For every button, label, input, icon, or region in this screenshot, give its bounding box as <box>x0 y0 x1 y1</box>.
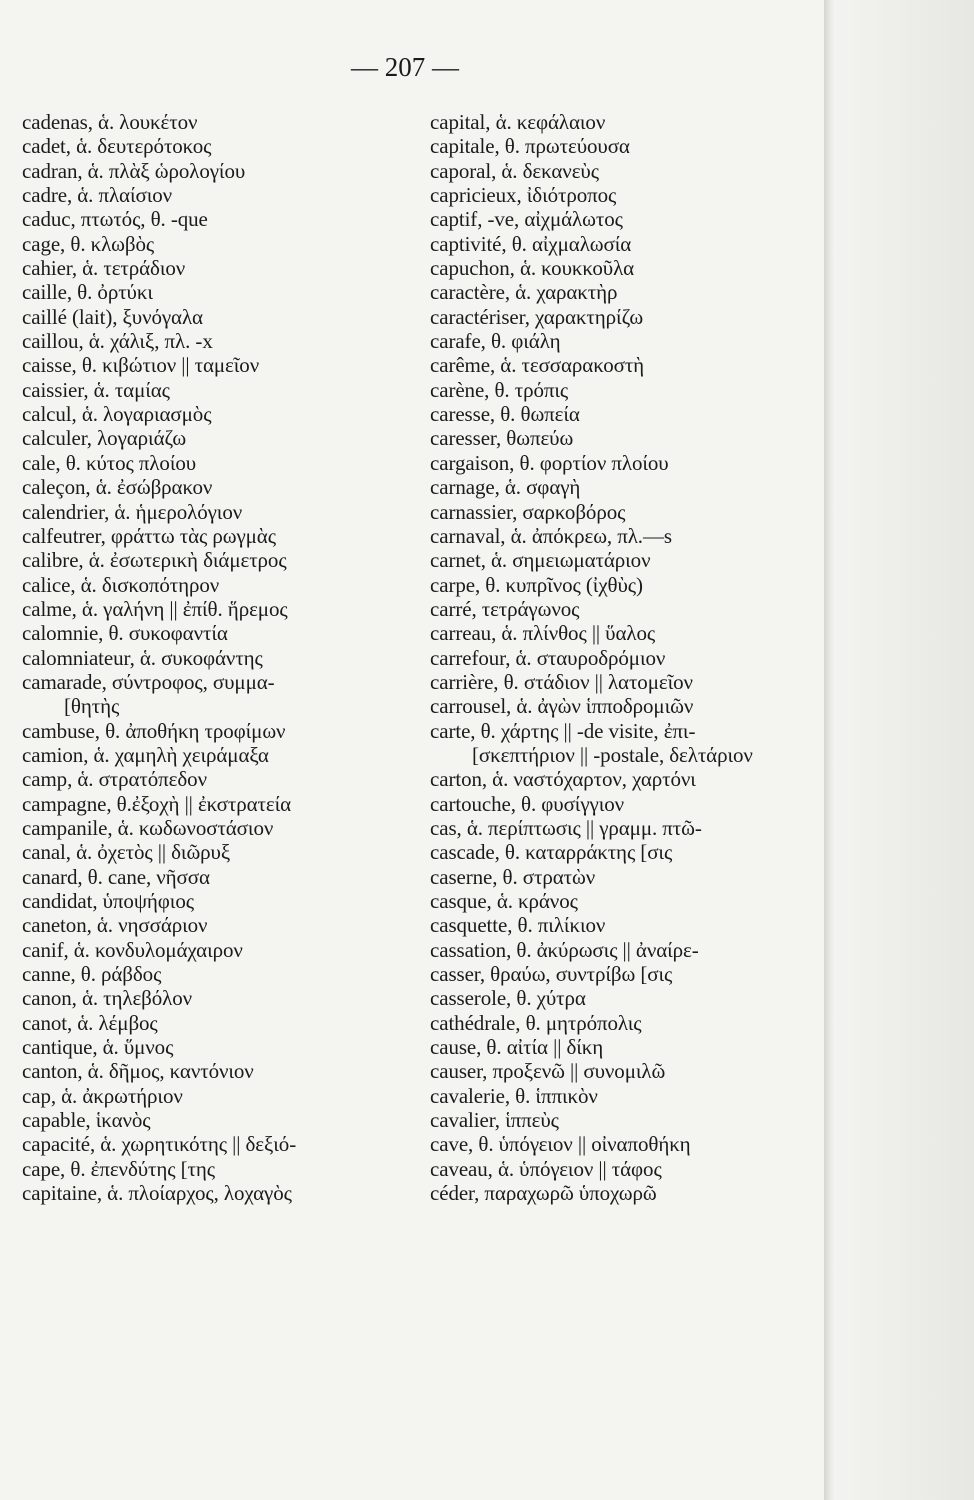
dictionary-entry: carton, ἁ. ναστόχαρτον, χαρτόνι <box>430 767 696 792</box>
dictionary-entry: cascade, θ. καταρράκτης [σις <box>430 840 673 865</box>
dictionary-entry: cartouche, θ. φυσίγγιον <box>430 791 625 816</box>
dictionary-entry: cassation, θ. ἀκύρωσις || ἀναίρε- <box>430 937 699 962</box>
dictionary-entry: carte, θ. χάρτης || -de visite, ἐπι- <box>430 718 696 743</box>
dictionary-entry: canton, ἁ. δῆμος, καντόνιον <box>22 1059 254 1084</box>
dictionary-entry: calibre, ἁ. ἐσωτερικὴ διάμετρος <box>22 548 287 573</box>
dictionary-entry: caractère, ἁ. χαρακτὴρ <box>430 280 618 305</box>
dictionary-entry: carène, θ. τρόπις <box>430 377 569 402</box>
dictionary-entry: caduc, πτωτός, θ. -que <box>22 207 208 232</box>
dictionary-entry: caillé (lait), ξυνόγαλα <box>22 304 203 329</box>
dictionary-entry: carnaval, ἁ. ἀπόκρεω, πλ.—s <box>430 523 672 548</box>
dictionary-entry: canne, θ. ράβδος <box>22 962 162 987</box>
dictionary-entry: caisse, θ. κιβώτιον || ταμεῖον <box>22 353 260 378</box>
dictionary-entry: cape, θ. ἐπενδύτης [της <box>22 1156 215 1181</box>
dictionary-entry: capuchon, ἁ. κουκκοῦλα <box>430 256 635 281</box>
dictionary-entry: capitaine, ἁ. πλοίαρχος, λοχαγὸς <box>22 1181 292 1206</box>
dictionary-entry: cage, θ. κλωβὸς <box>22 231 155 256</box>
dictionary-entry: cadre, ἁ. πλαίσιον <box>22 183 173 208</box>
dictionary-entry: carrière, θ. στάδιον || λατομεῖον <box>430 669 693 694</box>
dictionary-entry: calomnie, θ. συκοφαντία <box>22 621 228 646</box>
dictionary-entry: cale, θ. κύτος πλοίου <box>22 450 197 475</box>
dictionary-entry: calice, ἁ. δισκοπότηρον <box>22 572 220 597</box>
dictionary-entry: camp, ἁ. στρατόπεδον <box>22 767 207 792</box>
dictionary-entry: carré, τετράγωνος <box>430 596 580 621</box>
dictionary-entry: canon, ἁ. τηλεβόλον <box>22 986 193 1011</box>
dictionary-entry: captif, -ve, αἰχμάλωτος <box>430 207 623 232</box>
dictionary-entry: caveau, ἁ. ὑπόγειον || τάφος <box>430 1156 662 1181</box>
dictionary-entry: cavalier, ἱππεὺς <box>430 1108 559 1133</box>
dictionary-entry: capacité, ἁ. χωρητικότης || δεξιό- <box>22 1132 297 1157</box>
dictionary-entry: cas, ἁ. περίπτωσις || γραμμ. πτῶ- <box>430 815 702 840</box>
dictionary-entry: caillou, ἁ. χάλιξ, πλ. -x <box>22 329 213 354</box>
dictionary-entry: camarade, σύντροφος, συμμα- <box>22 669 275 694</box>
dictionary-entry: carême, ἁ. τεσσαρακοστὴ <box>430 353 645 378</box>
dictionary-entry: campanile, ἁ. κωδωνοστάσιον <box>22 815 274 840</box>
dictionary-entry: capricieux, ἰδιότροπος <box>430 183 617 208</box>
dictionary-entry: calculer, λογαριάζω <box>22 426 187 451</box>
dictionary-entry: caractériser, χαρακτηρίζω <box>430 304 644 329</box>
dictionary-entry: cambuse, θ. ἀποθήκη τροφίμων <box>22 718 286 743</box>
dictionary-entry: carnet, ἁ. σημειωματάριον <box>430 548 651 573</box>
dictionary-entry: capital, ἁ. κεφάλαιον <box>430 110 606 134</box>
dictionary-entry: caneton, ἁ. νησσάριον <box>22 913 208 938</box>
dictionary-entry: cargaison, θ. φορτίον πλοίου <box>430 450 669 475</box>
dictionary-entry: carnassier, σαρκοβόρος <box>430 499 626 524</box>
dictionary-entry: carrefour, ἁ. σταυροδρόμιον <box>430 645 666 670</box>
dictionary-entry: cadet, ἁ. δευτερότοκος <box>22 134 212 159</box>
dictionary-entry: capitale, θ. πρωτεύουσα <box>430 134 630 159</box>
dictionary-entry: canot, ἁ. λέμβος <box>22 1010 158 1035</box>
dictionary-entry: cause, θ. αἰτία || δίκη <box>430 1035 604 1060</box>
dictionary-entry: [σκεπτήριον || -postale, δελτάριον <box>472 742 753 767</box>
dictionary-entry: candidat, ὑποψήφιος <box>22 889 194 913</box>
dictionary-entry: canard, θ. cane, νῆσσα <box>22 864 210 889</box>
dictionary-entry: cahier, ἁ. τετράδιον <box>22 256 186 281</box>
dictionary-entry: casque, ἁ. κράνος <box>430 889 578 913</box>
dictionary-entry: carreau, ἁ. πλίνθος || ὕαλος <box>430 621 656 646</box>
dictionary-entry: calendrier, ἁ. ἡμερολόγιον <box>22 499 243 524</box>
dictionary-entry: causer, προξενῶ || συνομιλῶ <box>430 1059 666 1084</box>
dictionary-entry: casserole, θ. χύτρα <box>430 986 586 1011</box>
dictionary-entry: camion, ἁ. χαμηλὴ χειράμαξα <box>22 742 269 767</box>
dictionary-entry: caissier, ἁ. ταμίας <box>22 377 170 402</box>
dictionary-entry: casser, θραύω, συντρίβω [σις <box>430 962 673 987</box>
dictionary-entry: céder, παραχωρῶ ὑποχωρῶ <box>430 1181 657 1206</box>
dictionary-entry: caresse, θ. θωπεία <box>430 402 580 427</box>
dictionary-entry: cavalerie, θ. ἱππικὸν <box>430 1083 598 1108</box>
dictionary-entry: calomniateur, ἁ. συκοφάντης <box>22 645 263 670</box>
dictionary-entry: cap, ἁ. ἀκρωτήριον <box>22 1083 183 1108</box>
dictionary-entry: carpe, θ. κυπρῖνος (ἰχθὺς) <box>430 572 643 597</box>
page-number: — 207 — <box>351 52 459 82</box>
dictionary-entry: captivité, θ. αἰχμαλωσία <box>430 231 632 256</box>
dictionary-entry: calfeutrer, φράττω τὰς ρωγμὰς <box>22 523 276 548</box>
page-edge-line <box>824 0 834 1500</box>
dictionary-entry: carafe, θ. φιάλη <box>430 329 561 354</box>
right-column <box>430 110 825 1205</box>
dictionary-entry: cadran, ἁ. πλὰξ ὡρολογίου <box>22 158 246 183</box>
dictionary-entry: caserne, θ. στρατὼν <box>430 864 596 889</box>
dictionary-entry: calme, ἁ. γαλήνη || ἐπίθ. ἥρεμος <box>22 596 288 621</box>
dictionary-entry: carnage, ἁ. σφαγὴ <box>430 475 581 500</box>
dictionary-entry: casquette, θ. πιλίκιον <box>430 913 606 938</box>
dictionary-entry: [θητὴς <box>64 694 120 719</box>
dictionary-entry: cantique, ἁ. ὕμνος <box>22 1035 174 1060</box>
page-edge-bleed <box>824 0 974 1500</box>
dictionary-entry: capable, ἱκανὸς <box>22 1108 151 1133</box>
dictionary-entry: cadenas, ἁ. λουκέτον <box>22 110 198 134</box>
dictionary-entry: cave, θ. ὑπόγειον || οἰναποθήκη <box>430 1132 691 1157</box>
left-column <box>22 110 422 1205</box>
dictionary-entry: canif, ἁ. κονδυλομάχαιρον <box>22 937 243 962</box>
dictionary-entry: caille, θ. ὀρτύκι <box>22 280 153 305</box>
dictionary-entry: caleçon, ἁ. ἐσώβρακον <box>22 475 213 500</box>
dictionary-entry: calcul, ἁ. λογαριασμὸς <box>22 402 212 427</box>
dictionary-entry: caresser, θωπεύω <box>430 426 574 451</box>
dictionary-entry: caporal, ἁ. δεκανεὺς <box>430 158 599 183</box>
dictionary-entry: canal, ἁ. ὀχετὸς || διῶρυξ <box>22 840 231 865</box>
dictionary-entry: cathédrale, θ. μητρόπολις <box>430 1010 642 1035</box>
dictionary-entry: carrousel, ἁ. ἀγὼν ἱπποδρομιῶν <box>430 694 694 719</box>
dictionary-entry: campagne, θ.ἐξοχὴ || ἐκστρατεία <box>22 791 292 816</box>
